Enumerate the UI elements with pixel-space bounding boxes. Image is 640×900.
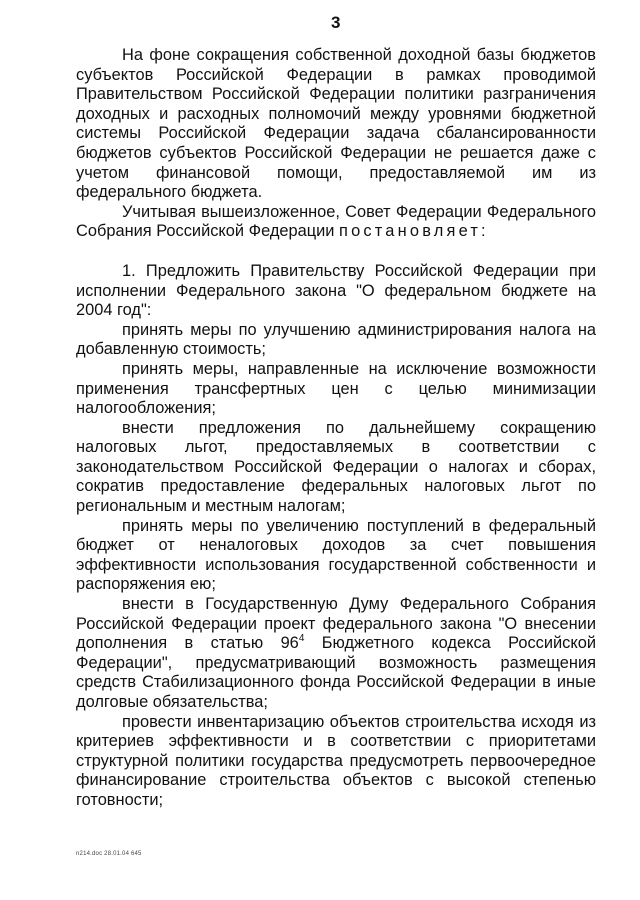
stabilization-fund-text-a: внести в Государственную Думу Федерального Собрания Российской Федерации проект федерального закона "О внесении дополнения в статью 96: [76, 595, 596, 653]
document-body: [76, 46, 596, 811]
paragraph-vat-administration: принять меры по улучшению администрирования налога на добавленную стоимость;: [76, 320, 596, 359]
resolution-intro-text: Учитывая вышеизложенное, Совет Федерации Федерального Собрания Российской Федерации: [76, 202, 596, 241]
paragraph-resolution-intro: [76, 203, 596, 242]
paragraph-transfer-prices: принять меры, направленные на исключение возможности применения трансфертных цен с целью минимизации налогообложения;: [76, 359, 596, 418]
paragraph-item-1: 1. Предложить Правительству Российской Федерации при исполнении Федерального закона "О федеральном бюджете на 2004 год":: [76, 261, 596, 320]
paragraph-stabilization-fund: [76, 595, 596, 713]
article-superscript: 4: [298, 632, 305, 644]
paragraph-non-tax-revenue: принять меры по увеличению поступлений в федеральный бюджет от неналоговых доходов за счет повышения эффективности использования государственной собственности и распоряжения ею;: [76, 516, 596, 594]
paragraph-tax-benefits: внести предложения по дальнейшему сокращению налоговых льгот, предоставляемых в соответствии с законодательством Российской Федерации о налогах и сборах, сократив предоставление федеральных налоговых льгот по региональным и местным налогам;: [76, 418, 596, 516]
stabilization-fund-text-b: Бюджетного кодекса Российской Федерации", предусматривающий возможность размещения средств Стабилизационного фонда Российской Федерации в иные долговые обязательства;: [76, 634, 597, 711]
file-footer: n214.doc 28.01.04 645: [76, 851, 142, 857]
paragraph-budget-base: На фоне сокращения собственной доходной базы бюджетов субъектов Российской Федерации в рамках проводимой Правительством Российской Федерации политики разграничения доходных и расходных полномочий между уровнями бюджетной системы Российской Федерации задача сбалансированности бюджетов субъектов Российской Федерации не решается даже с учетом финансовой помощи, предоставляемой им из федерального бюджета.: [76, 46, 596, 202]
paragraph-gap: [76, 242, 596, 262]
resolution-keyword: постановляет:: [339, 222, 489, 241]
page-number: 3: [331, 13, 341, 32]
paragraph-construction-inventory: провести инвентаризацию объектов строительства исходя из критериев эффективности и в соответствии с приоритетами структурной политики государства предусмотреть первоочередное финансирование строительства объектов с высокой степенью готовности;: [76, 712, 596, 809]
